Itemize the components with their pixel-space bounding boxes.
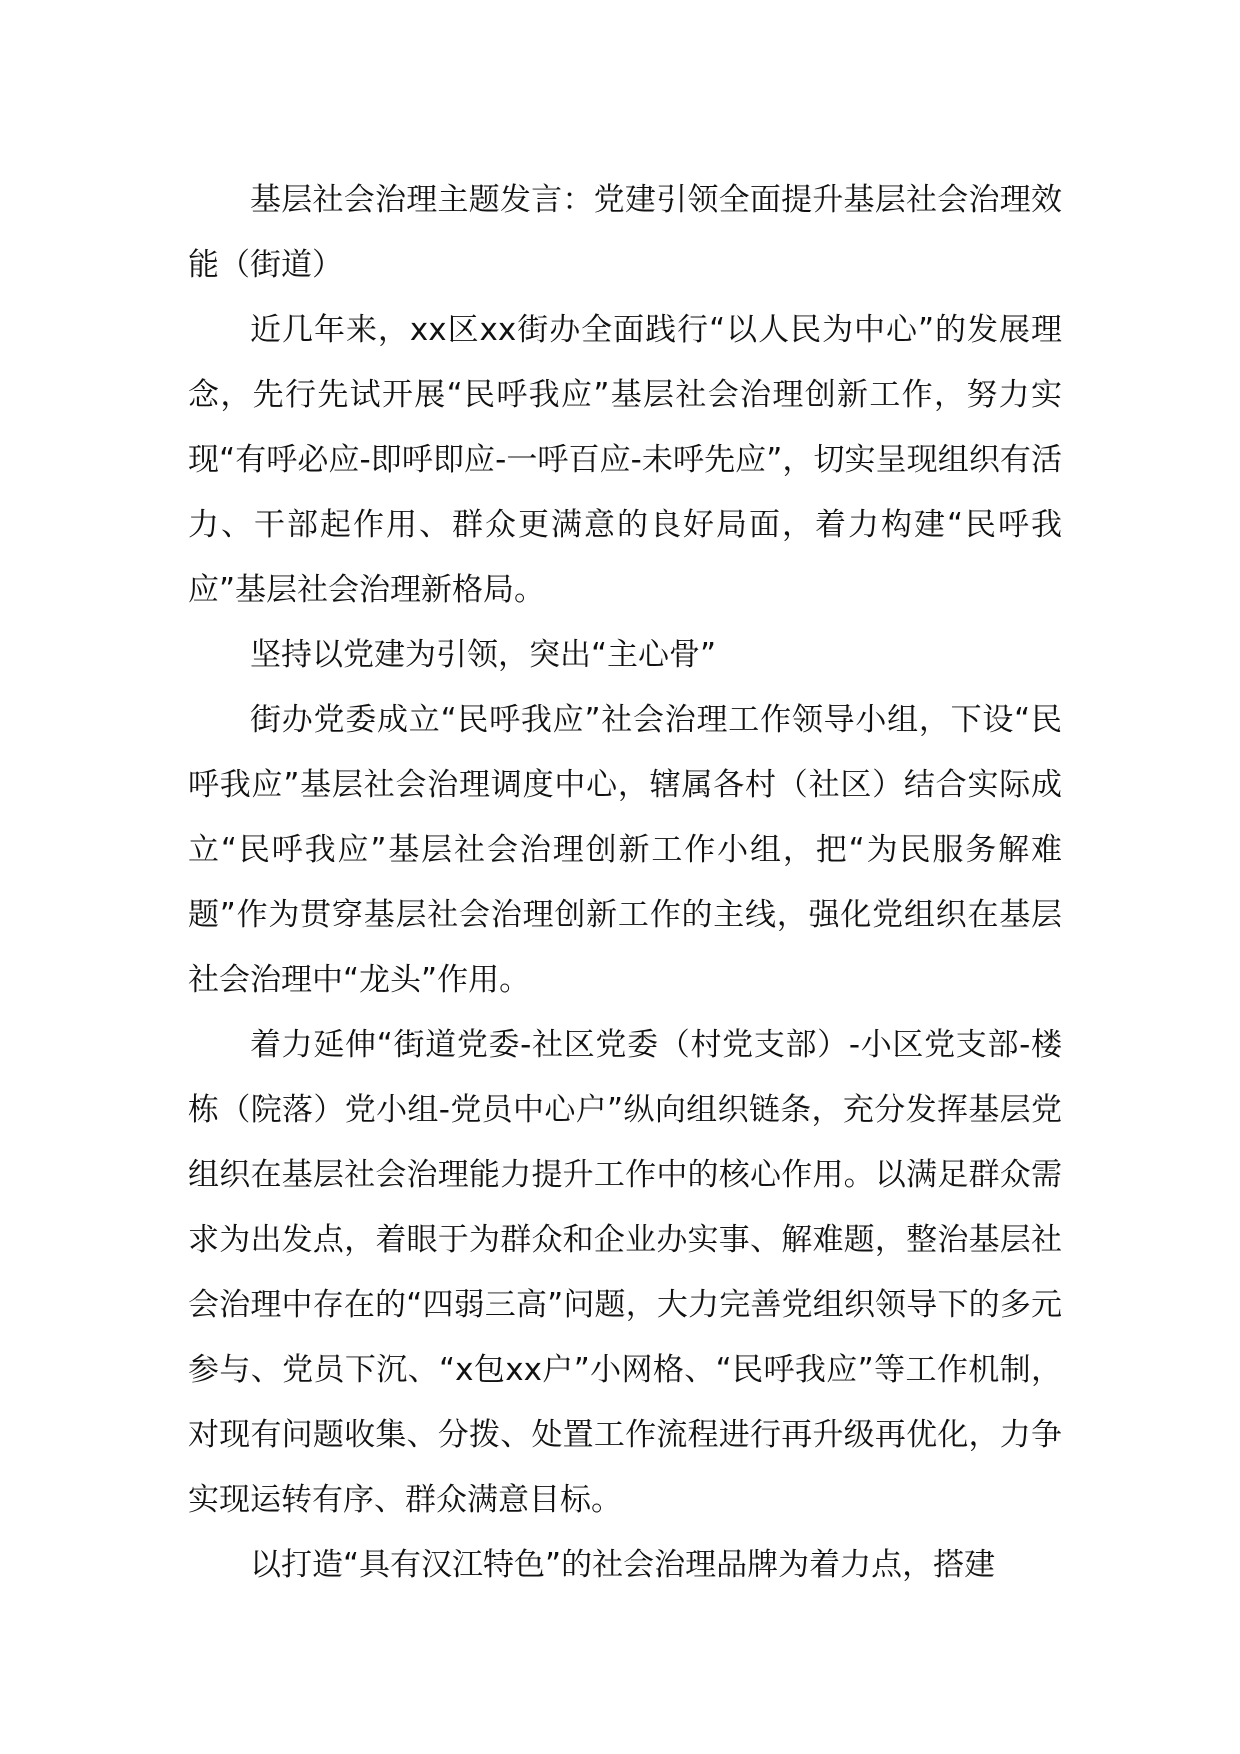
paragraph-leadership: 街办党委成立“民呼我应”社会治理工作领导小组，下设“民呼我应”基层社会治理调度中心，辖属各村（社区）结合实际成立“民呼我应”基层社会治理创新工作小组，把“为民服务解难题”作为贯穿基层社会治理创新工作的主线，强化党组织在基层社会治理中“龙头”作用。 [188,702,1062,998]
paragraph-organization-chain: 着力延伸“街道党委-社区党委（村党支部）-小区党支部-楼栋（院落）党小组-党员中心户”纵向组织链条，充分发挥基层党组织在基层社会治理能力提升工作中的核心作用。以满足群众需求为出发点，着眼于为群众和企业办实事、解难题，整治基层社会治理中存在的“四弱三高”问题，大力完善党组织领导下的多元参与、党员下沉、“x包xx户”小网格、“民呼我应”等工作机制，对现有问题收集、分拨、处置工作流程进行再升级再优化，力争实现运转有序、群众满意目标。 [188,1027,1062,1518]
document-page [188,168,1062,1588]
paragraph-intro: 近几年来，xx区xx街办全面践行“以人民为中心”的发展理念，先行先试开展“民呼我应”基层社会治理创新工作，努力实现“有呼必应-即呼即应-一呼百应-未呼先应”，切实呈现组织有活力、干部起作用、群众更满意的良好局面，着力构建“民呼我应”基层社会治理新格局。 [188,312,1062,608]
paragraph-brand: 以打造“具有汉江特色”的社会治理品牌为着力点，搭建 [250,1547,996,1583]
section-heading: 坚持以党建为引领，突出“主心骨” [250,637,717,673]
document-title: 基层社会治理主题发言：党建引领全面提升基层社会治理效能（街道） [188,182,1062,283]
